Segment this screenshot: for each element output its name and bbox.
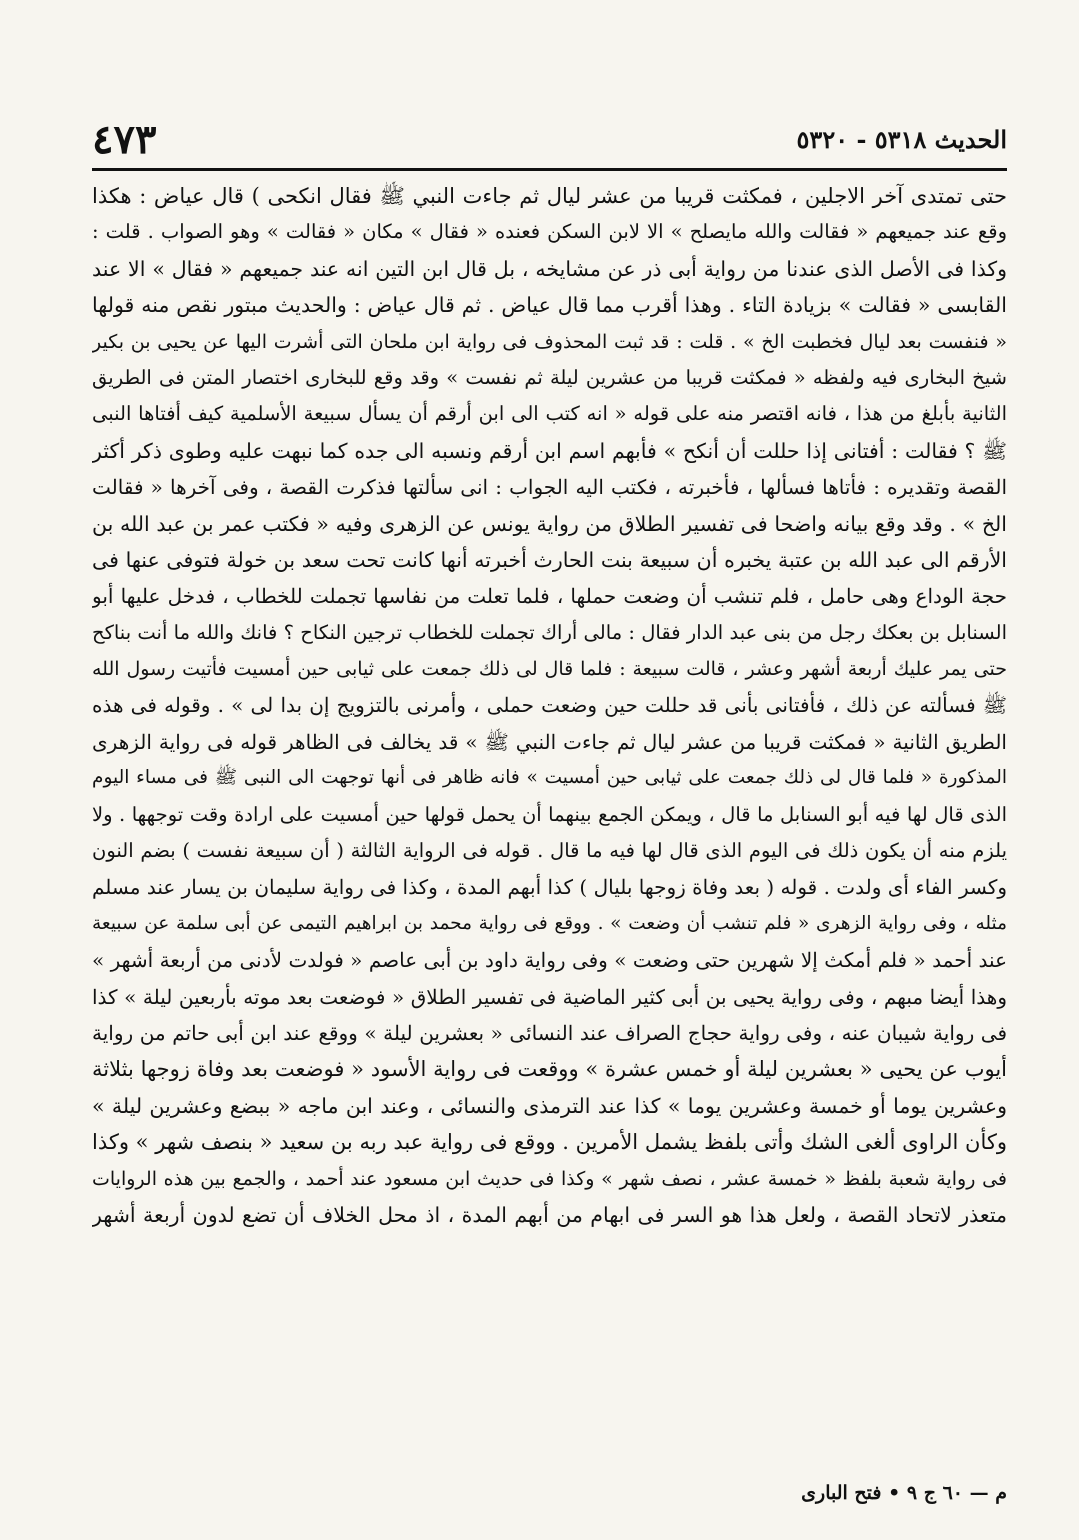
running-title: الحديث ٥٣١٨ - ٥٣٢٠: [796, 124, 1007, 154]
text-line: وكذا فى الأصل الذى عندنا من رواية أبى ذر عن مشايخه ، بل قال ابن التين انه عند جميعهم « فقال » الا عند: [92, 256, 1007, 281]
text-line: وكسر الفاء أى ولدت . قوله ( بعد وفاة زوجها بليال ) كذا أبهم المدة ، وكذا فى رواية سليمان بن يسار عند مسلم: [92, 875, 1007, 900]
header-rule: [92, 168, 1007, 171]
text-line: ﷺ فسألته عن ذلك ، فأفتانى بأنى قد حللت حين وضعت حملى ، وأمرنى بالتزويج إن بدا لى » . وقوله فى هذه: [92, 693, 1007, 718]
page-number: ٤٧٣: [92, 115, 157, 163]
text-line: شيخ البخارى فيه ولفظه « فمكثت قريبا من عشرين ليلة ثم نفست » وقد وقع للبخارى اختصار المتن فى الطريق: [92, 365, 1007, 389]
text-line: يلزم منه أن يكون ذلك فى اليوم الذى قال لها فيه ما قال . قوله فى الرواية الثالثة ( أن سبيعة نفست ) بضم النون: [92, 839, 1007, 863]
text-line: القابسى « فقالت » بزيادة التاء . وهذا أقرب مما قال عياض . ثم قال عياض : والحديث مبتور نقص منه قولها: [92, 293, 1007, 318]
text-line: الطريق الثانية « فمكثت قريبا من عشر ليال ثم جاءت النبي ﷺ » قد يخالف فى الظاهر قوله فى رواية الزهرى: [92, 729, 1007, 754]
text-line: الثانية بأبلغ من هذا ، فانه اقتصر منه على قوله « انه كتب الى ابن أرقم أن يسأل سبيعة الأسلمية كيف أفتاها النبى: [92, 402, 1007, 426]
text-line: السنابل بن بعكك رجل من بنى عبد الدار فقال : مالى أراك تجملت للخطاب ترجين النكاح ؟ فانك والله ما أنت بناكح: [92, 620, 1007, 644]
text-line: أيوب عن يحيى « بعشرين ليلة أو خمس عشرة » ووقعت فى رواية الأسود « فوضعت بعد وفاة زوجها بثلاثة: [92, 1057, 1007, 1082]
text-line: حتى يمر عليك أربعة أشهر وعشر ، قالت سبيعة : فلما قال لى ذلك جمعت على ثيابى حين أمسيت فأتيت رسول الله: [92, 658, 1007, 681]
page-footer: م — ٦٠ ج ٩ • فتح البارى: [801, 1482, 1007, 1504]
text-line: فى رواية شيبان عنه ، وفى رواية حجاج الصراف عند النسائى « بعشرين ليلة » ووقع عند ابن أبى حاتم من رواية: [92, 1020, 1007, 1045]
text-line: عند أحمد « فلم أمكث إلا شهرين حتى وضعت » وفى رواية داود بن أبى عاصم « فولدت لأدنى من أربعة أشهر »: [92, 948, 1007, 973]
text-line: الأرقم الى عبد الله بن عتبة يخبره أن سبيعة بنت الحارث أخبرته أنها كانت تحت سعد بن خولة فتوفى عنها فى: [92, 547, 1007, 572]
text-line: حتى تمتدى آخر الاجلين ، فمكثت قريبا من عشر ليال ثم جاءت النبي ﷺ فقال انكحى ) قال عياض : هكذا: [92, 184, 1007, 208]
body-text: [92, 178, 1007, 1233]
text-line: ﷺ ؟ فقالت : أفتانى إذا حللت أن أنكح » فأبهم اسم ابن أرقم ونسبه الى جده كما نبهت عليه وطوى ذكر أكثر: [92, 438, 1007, 463]
page-header: [92, 112, 1007, 166]
text-line: مثله ، وفى رواية الزهرى « فلم تنشب أن وضعت » . ووقع فى رواية محمد بن ابراهيم التيمى عن أبى سلمة عن سبيعة: [92, 912, 1007, 934]
text-line: الخ » . وقد وقع بيانه واضحا فى تفسير الطلاق من رواية يونس عن الزهرى وفيه « فكتب عمر بن عبد الله بن: [92, 511, 1007, 536]
text-line: القصة وتقديره : فأتاها فسألها ، فأخبرته ، فكتب اليه الجواب : انى سألتها فذكرت القصة ، وفى آخرها « فقالت: [92, 475, 1007, 500]
text-line: « فنفست بعد ليال فخطبت الخ » . قلت : قد ثبت المحذوف فى رواية ابن ملحان التى أشرت اليها عن يحيى بن بكير: [92, 330, 1007, 353]
text-line: متعذر لاتحاد القصة ، ولعل هذا هو السر فى ابهام من أبهم المدة ، اذ محل الخلاف أن تضع لدون أربعة أشهر: [92, 1202, 1007, 1227]
text-line: وهذا أيضا مبهم ، وفى رواية يحيى بن أبى كثير الماضية فى تفسير الطلاق « فوضعت بعد موته بأربعين ليلة » كذا: [92, 984, 1007, 1009]
text-line: وقع عند جميعهم « فقالت والله مايصلح » الا لابن السكن فعنده « فقال » مكان « فقالت » وهو الصواب . قلت :: [92, 220, 1007, 244]
text-line: وعشرين يوما أو خمسة وعشرين يوما » كذا عند الترمذى والنسائى ، وعند ابن ماجه « ببضع وعشرين ليلة »: [92, 1093, 1007, 1118]
text-line: فى رواية شعبة بلفظ « خمسة عشر ، نصف شهر » وكذا فى حديث ابن مسعود عند أحمد ، والجمع بين هذه الروايات: [92, 1167, 1007, 1190]
text-line: الذى قال لها فيه أبو السنابل ما قال ، ويمكن الجمع بينهما أن يحمل قولها حين أمسيت على ارادة وقت توجهها . ولا: [92, 802, 1007, 826]
text-line: المذكورة « فلما قال لى ذلك جمعت على ثيابى حين أمسيت » فانه ظاهر فى أنها توجهت الى النبى ﷺ فى مساء اليوم: [92, 767, 1007, 789]
text-line: وكأن الراوى ألغى الشك وأتى بلفظ يشمل الأمرين . ووقع فى رواية عبد ربه بن سعيد « بنصف شهر » وكذا: [92, 1130, 1007, 1155]
text-line: حجة الوداع وهى حامل ، فلم تنشب أن وضعت حملها ، فلما تعلت من نفاسها تجملت للخطاب ، فدخل عليها أبو: [92, 584, 1007, 609]
